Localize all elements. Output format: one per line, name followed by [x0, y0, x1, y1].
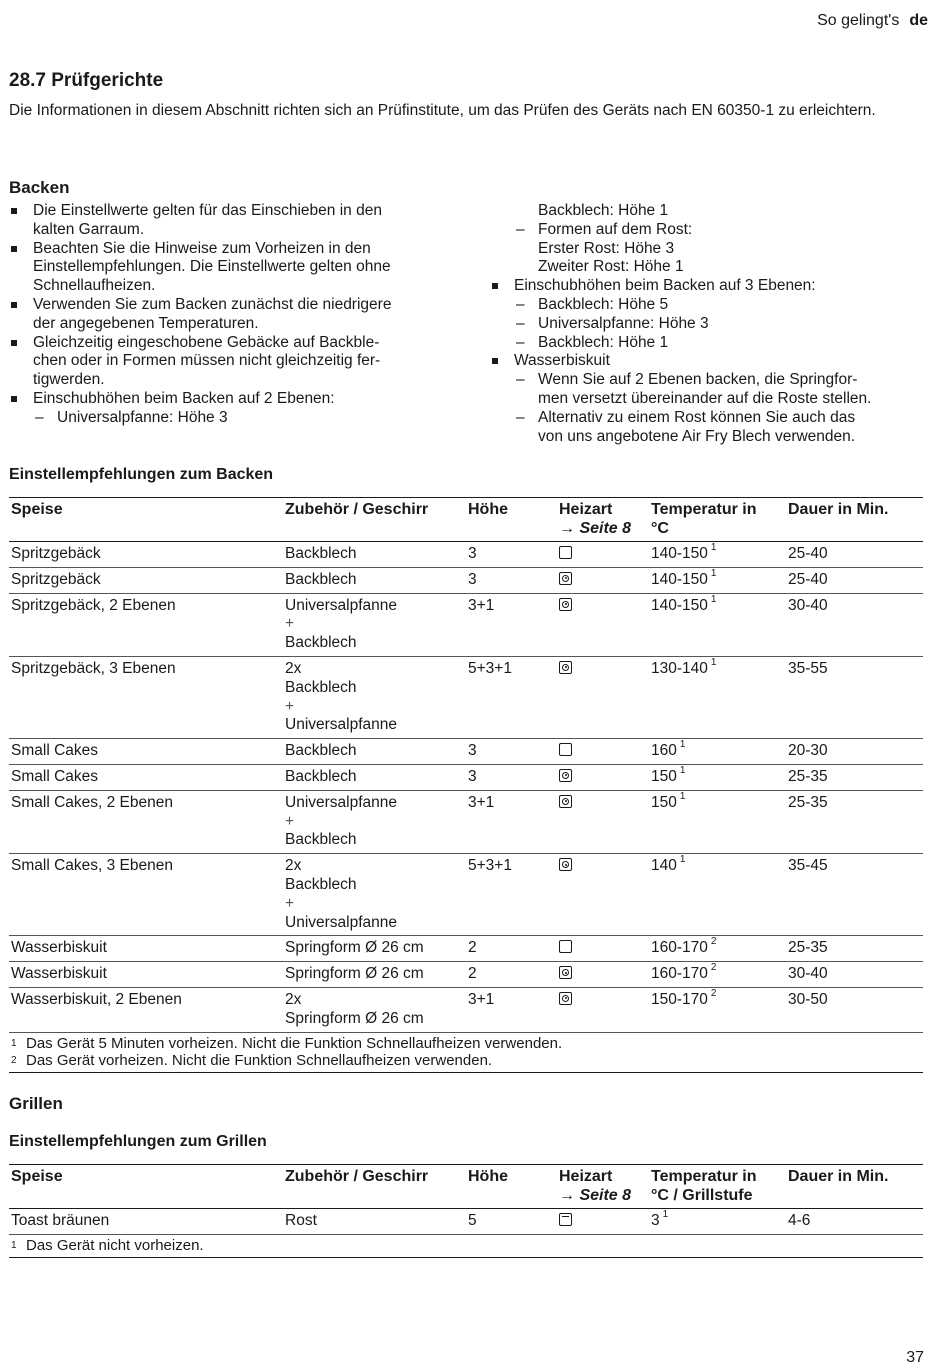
- cell-heizart: [557, 962, 649, 988]
- cell-temperatur: [649, 1209, 786, 1235]
- cell-hoehe: 3+1: [468, 990, 495, 1008]
- fan-heat-icon: [559, 769, 572, 782]
- table-header-row: [9, 498, 923, 542]
- grillen-heading: Grillen: [9, 1094, 63, 1113]
- cell-dauer: 20-30: [788, 742, 828, 760]
- list-line: Schnellaufheizen.: [33, 277, 156, 295]
- cell-temperatur: [649, 936, 786, 962]
- header-section: So gelingt's: [817, 12, 900, 29]
- temperature-value: 130-140: [651, 659, 708, 677]
- cell-dauer: 25-35: [788, 767, 828, 785]
- cell-dauer: 4-6: [788, 1212, 811, 1229]
- table-row: [9, 1209, 923, 1235]
- table-row: [9, 854, 923, 936]
- cell-zubehoer: [283, 567, 466, 593]
- cell-dauer: 25-40: [788, 570, 828, 588]
- cell-dauer: 25-35: [788, 939, 828, 957]
- col-header-temperatur: [649, 1165, 786, 1209]
- col-header-dauer: Dauer in Min.: [788, 501, 889, 518]
- cell-dauer: 25-35: [788, 793, 828, 811]
- heizart-label: Heizart: [559, 501, 613, 518]
- footnote-ref: 2: [710, 987, 717, 999]
- footnote-ref: 1: [710, 567, 717, 579]
- temperature-value: 160: [651, 742, 677, 760]
- list-line: Die Einstellwerte gelten für das Einschieben in den: [33, 202, 382, 219]
- cell-hoehe: 3+1: [468, 596, 495, 614]
- cell-temperatur: [649, 987, 786, 1032]
- topbottom-heat-icon: [559, 743, 572, 756]
- cell-dauer: 35-55: [788, 659, 828, 677]
- footnote-ref: 1: [710, 656, 717, 668]
- footnote-ref: 2: [710, 936, 717, 948]
- cell-heizart: [557, 542, 649, 568]
- zubehoer-line: Backblech: [285, 831, 357, 849]
- cell-temperatur: [649, 656, 786, 738]
- cell-zubehoer: [283, 1209, 466, 1235]
- heizart-page-link[interactable]: → Seite 8: [559, 519, 632, 537]
- heizart-page-link[interactable]: → Seite 8: [559, 1186, 632, 1204]
- cell-temperatur: [649, 542, 786, 568]
- dash-item: [490, 334, 930, 353]
- table2-heading: Einstellempfehlungen zum Grillen: [9, 1133, 267, 1150]
- cell-hoehe: 5+3+1: [468, 857, 512, 875]
- running-header: [817, 12, 928, 30]
- temp-label-1: Temperatur in: [651, 1168, 757, 1185]
- table-row: [9, 739, 923, 765]
- zubehoer-line: 2x: [285, 990, 302, 1008]
- header-lang: de: [909, 12, 928, 29]
- cell-temperatur: [649, 593, 786, 656]
- zubehoer-line: 2x: [285, 659, 302, 677]
- grill-icon: [559, 1213, 572, 1226]
- bullet-item: [9, 296, 459, 334]
- list-line: der angegebenen Temperaturen.: [33, 314, 259, 332]
- cell-heizart: [557, 1209, 649, 1235]
- page-number: 37: [906, 1349, 924, 1366]
- temperature-value: 140: [651, 857, 677, 875]
- zubehoer-line: Universalpfanne: [285, 596, 398, 614]
- zubehoer-line: Backblech: [285, 742, 357, 760]
- temp-label-2: °C / Grillstufe: [651, 1186, 753, 1204]
- col-header-zubehoer: Zubehör / Geschirr: [285, 501, 429, 518]
- zubehoer-line: +: [285, 812, 295, 830]
- cell-speise: Spritzgebäck: [11, 570, 101, 588]
- cell-zubehoer: [283, 593, 466, 656]
- table-row: [9, 936, 923, 962]
- footnote-ref: 2: [710, 962, 717, 974]
- cell-hoehe: 2: [468, 939, 477, 957]
- cell-hoehe: 5+3+1: [468, 659, 512, 677]
- temp-label-1: Temperatur in: [651, 501, 757, 518]
- zubehoer-line: +: [285, 697, 295, 715]
- dash-item: [9, 409, 459, 428]
- col-header-zubehoer: Zubehör / Geschirr: [285, 1168, 429, 1185]
- footnotes: [9, 1234, 923, 1257]
- cell-hoehe: 3: [468, 767, 477, 785]
- footnotes: [9, 1032, 923, 1072]
- zubehoer-line: Universalpfanne: [285, 716, 398, 734]
- cell-dauer: 30-50: [788, 990, 828, 1008]
- temperature-value: 150: [651, 767, 677, 785]
- cell-dauer: 35-45: [788, 857, 828, 875]
- list-line: kalten Garraum.: [33, 220, 145, 238]
- cell-dauer: 30-40: [788, 965, 828, 983]
- fan-heat-icon: [559, 992, 572, 1005]
- list-line: Backblech: Höhe 1: [538, 333, 669, 351]
- zubehoer-line: Universalpfanne: [285, 793, 398, 811]
- bullet-item: [9, 334, 459, 390]
- cell-zubehoer: [283, 764, 466, 790]
- zubehoer-line: Backblech: [285, 767, 357, 785]
- zubehoer-line: Springform Ø 26 cm: [285, 939, 424, 957]
- backen-left-column: [9, 202, 459, 428]
- table-row: [9, 790, 923, 853]
- table-row: [9, 764, 923, 790]
- cell-hoehe: 3: [468, 742, 477, 760]
- cell-speise: Small Cakes: [11, 742, 98, 760]
- list-line: Einschubhöhen beim Backen auf 3 Ebenen:: [514, 277, 816, 295]
- list-line: Einstellempfehlungen. Die Einstellwerte gelten ohne: [33, 258, 391, 276]
- zubehoer-line: Backblech: [285, 545, 357, 562]
- heizart-label: Heizart: [559, 1168, 613, 1185]
- footnote-ref: 1: [710, 542, 717, 553]
- cell-zubehoer: [283, 790, 466, 853]
- bullet-item: [9, 240, 459, 296]
- cell-speise: Wasserbiskuit: [11, 965, 107, 983]
- temperature-value: 160-170: [651, 965, 708, 983]
- col-header-heizart: [557, 498, 649, 542]
- footnote-ref: 1: [679, 764, 686, 776]
- cell-speise: Wasserbiskuit: [11, 939, 107, 957]
- col-header-speise: Speise: [11, 501, 63, 518]
- backen-right-column: [490, 202, 930, 446]
- bullet-item: [9, 390, 459, 409]
- footnote-ref: 1: [710, 593, 717, 605]
- col-header-dauer: Dauer in Min.: [788, 1168, 889, 1185]
- cell-speise: Spritzgebäck, 3 Ebenen: [11, 659, 176, 677]
- footnote-row: [9, 1234, 923, 1257]
- col-header-temperatur: [649, 498, 786, 542]
- list-line: von uns angebotene Air Fry Blech verwenden.: [538, 427, 856, 445]
- table-row: [9, 567, 923, 593]
- cell-speise: Spritzgebäck, 2 Ebenen: [11, 596, 176, 614]
- bullet-item: [9, 202, 459, 240]
- table-row: [9, 962, 923, 988]
- bullet-item: [490, 277, 930, 296]
- cell-heizart: [557, 936, 649, 962]
- list-line: Gleichzeitig eingeschobene Gebäcke auf Backble-: [33, 333, 380, 351]
- footnote-ref: 1: [679, 790, 686, 802]
- list-line: Erster Rost: Höhe 3: [538, 239, 675, 257]
- footnote-ref: 1: [679, 739, 686, 751]
- footnote-text: Das Gerät nicht vorheizen.: [26, 1236, 204, 1254]
- zubehoer-line: Springform Ø 26 cm: [285, 1009, 424, 1027]
- list-line: tigwerden.: [33, 371, 105, 389]
- footnote-ref: 1: [662, 1209, 669, 1220]
- cell-hoehe: 3: [468, 570, 477, 588]
- temperature-value: 140-150: [651, 545, 708, 562]
- cell-heizart: [557, 854, 649, 936]
- zubehoer-line: +: [285, 894, 295, 912]
- cell-zubehoer: [283, 656, 466, 738]
- footnote-text: Das Gerät vorheizen. Nicht die Funktion Schnellaufheizen verwenden.: [26, 1051, 493, 1069]
- zubehoer-line: Backblech: [285, 634, 357, 652]
- footnote-number: 1: [11, 1239, 17, 1251]
- cell-temperatur: [649, 739, 786, 765]
- fan-heat-icon: [559, 858, 572, 871]
- list-line: Beachten Sie die Hinweise zum Vorheizen in den: [33, 239, 371, 257]
- fan-heat-icon: [559, 598, 572, 611]
- cell-zubehoer: [283, 987, 466, 1032]
- list-line: Wasserbiskuit: [514, 352, 610, 370]
- footnote-number: 2: [11, 1054, 17, 1066]
- list-line: Backblech: Höhe 1: [538, 202, 669, 219]
- list-line: Alternativ zu einem Rost können Sie auch das: [538, 408, 856, 426]
- cell-speise: Wasserbiskuit, 2 Ebenen: [11, 990, 182, 1008]
- dash-item: [490, 315, 930, 334]
- zubehoer-line: Backblech: [285, 678, 357, 696]
- cell-hoehe: 2: [468, 965, 477, 983]
- temperature-value: 140-150: [651, 596, 708, 614]
- cell-hoehe: 5: [468, 1212, 477, 1229]
- cell-temperatur: [649, 790, 786, 853]
- backen-heading: Backen: [9, 178, 70, 197]
- footnote-text: Das Gerät 5 Minuten vorheizen. Nicht die Funktion Schnellaufheizen verwenden.: [26, 1034, 563, 1052]
- cell-zubehoer: [283, 936, 466, 962]
- table-row: [9, 656, 923, 738]
- cell-heizart: [557, 987, 649, 1032]
- bullet-item: [490, 352, 930, 371]
- dash-item: [490, 409, 930, 447]
- footnote-row: [9, 1032, 923, 1072]
- cell-heizart: [557, 593, 649, 656]
- backen-settings-table: [9, 497, 923, 1073]
- dash-item: [490, 371, 930, 409]
- cell-temperatur: [649, 764, 786, 790]
- intro-paragraph: Die Informationen in diesem Abschnitt richten sich an Prüfinstitute, um das Prüfen des Geräts nach EN 60350-1 zu erleichtern.: [9, 102, 876, 119]
- list-line: Universalpfanne: Höhe 3: [538, 314, 709, 332]
- temp-label-2: °C: [651, 519, 669, 537]
- temperature-value: 150: [651, 793, 677, 811]
- temperature-value: 3: [651, 1212, 660, 1229]
- cell-speise: Small Cakes: [11, 767, 98, 785]
- zubehoer-line: Universalpfanne: [285, 913, 398, 931]
- cell-speise: Small Cakes, 2 Ebenen: [11, 793, 173, 811]
- continued-item: [490, 240, 930, 278]
- cell-heizart: [557, 739, 649, 765]
- temperature-value: 140-150: [651, 570, 708, 588]
- list-line: Einschubhöhen beim Backen auf 2 Ebenen:: [33, 389, 335, 407]
- fan-heat-icon: [559, 795, 572, 808]
- temperature-value: 160-170: [651, 939, 708, 957]
- list-line: Backblech: Höhe 5: [538, 295, 669, 313]
- table-row: [9, 593, 923, 656]
- footnote-ref: 1: [679, 854, 686, 866]
- cell-speise: Small Cakes, 3 Ebenen: [11, 857, 173, 875]
- table1-heading: Einstellempfehlungen zum Backen: [9, 466, 274, 483]
- dash-item: [490, 296, 930, 315]
- cell-zubehoer: [283, 739, 466, 765]
- section-title: 28.7 Prüfgerichte: [9, 70, 164, 91]
- list-line: men versetzt übereinander auf die Roste stellen.: [538, 389, 872, 407]
- cell-speise: Toast bräunen: [11, 1212, 110, 1229]
- list-line: chen oder in Formen müssen nicht gleichzeitig fer-: [33, 352, 381, 370]
- cell-heizart: [557, 567, 649, 593]
- table-header-row: [9, 1165, 923, 1209]
- cell-temperatur: [649, 962, 786, 988]
- grillen-settings-table: [9, 1164, 923, 1258]
- list-line: Verwenden Sie zum Backen zunächst die niedrigere: [33, 295, 392, 313]
- cell-zubehoer: [283, 854, 466, 936]
- cell-dauer: 25-40: [788, 545, 828, 562]
- col-header-heizart: [557, 1165, 649, 1209]
- zubehoer-line: Backblech: [285, 875, 357, 893]
- cell-heizart: [557, 790, 649, 853]
- zubehoer-line: +: [285, 615, 295, 633]
- list-line: Zweiter Rost: Höhe 1: [538, 258, 684, 276]
- cell-zubehoer: [283, 542, 466, 568]
- fan-heat-icon: [559, 661, 572, 674]
- continued-item: [490, 202, 930, 221]
- list-line: Formen auf dem Rost:: [538, 220, 693, 238]
- topbottom-heat-icon: [559, 546, 572, 559]
- cell-zubehoer: [283, 962, 466, 988]
- footnote-number: 1: [11, 1037, 17, 1049]
- cell-temperatur: [649, 567, 786, 593]
- dash-item: [490, 221, 930, 240]
- list-line: Wenn Sie auf 2 Ebenen backen, die Springfor-: [538, 371, 858, 389]
- cell-temperatur: [649, 854, 786, 936]
- cell-speise: Spritzgebäck: [11, 545, 101, 562]
- col-header-hoehe: Höhe: [468, 1168, 508, 1185]
- col-header-hoehe: Höhe: [468, 501, 508, 518]
- zubehoer-line: Rost: [285, 1212, 317, 1229]
- temperature-value: 150-170: [651, 990, 708, 1008]
- cell-dauer: 30-40: [788, 596, 828, 614]
- topbottom-heat-icon: [559, 940, 572, 953]
- list-line: Universalpfanne: Höhe 3: [57, 408, 228, 426]
- zubehoer-line: Springform Ø 26 cm: [285, 965, 424, 983]
- cell-heizart: [557, 764, 649, 790]
- zubehoer-line: 2x: [285, 857, 302, 875]
- cell-hoehe: 3: [468, 545, 477, 562]
- cell-hoehe: 3+1: [468, 793, 495, 811]
- fan-heat-icon: [559, 966, 572, 979]
- fan-heat-icon: [559, 572, 572, 585]
- zubehoer-line: Backblech: [285, 570, 357, 588]
- table-row: [9, 542, 923, 568]
- cell-heizart: [557, 656, 649, 738]
- table-row: [9, 987, 923, 1032]
- col-header-speise: Speise: [11, 1168, 63, 1185]
